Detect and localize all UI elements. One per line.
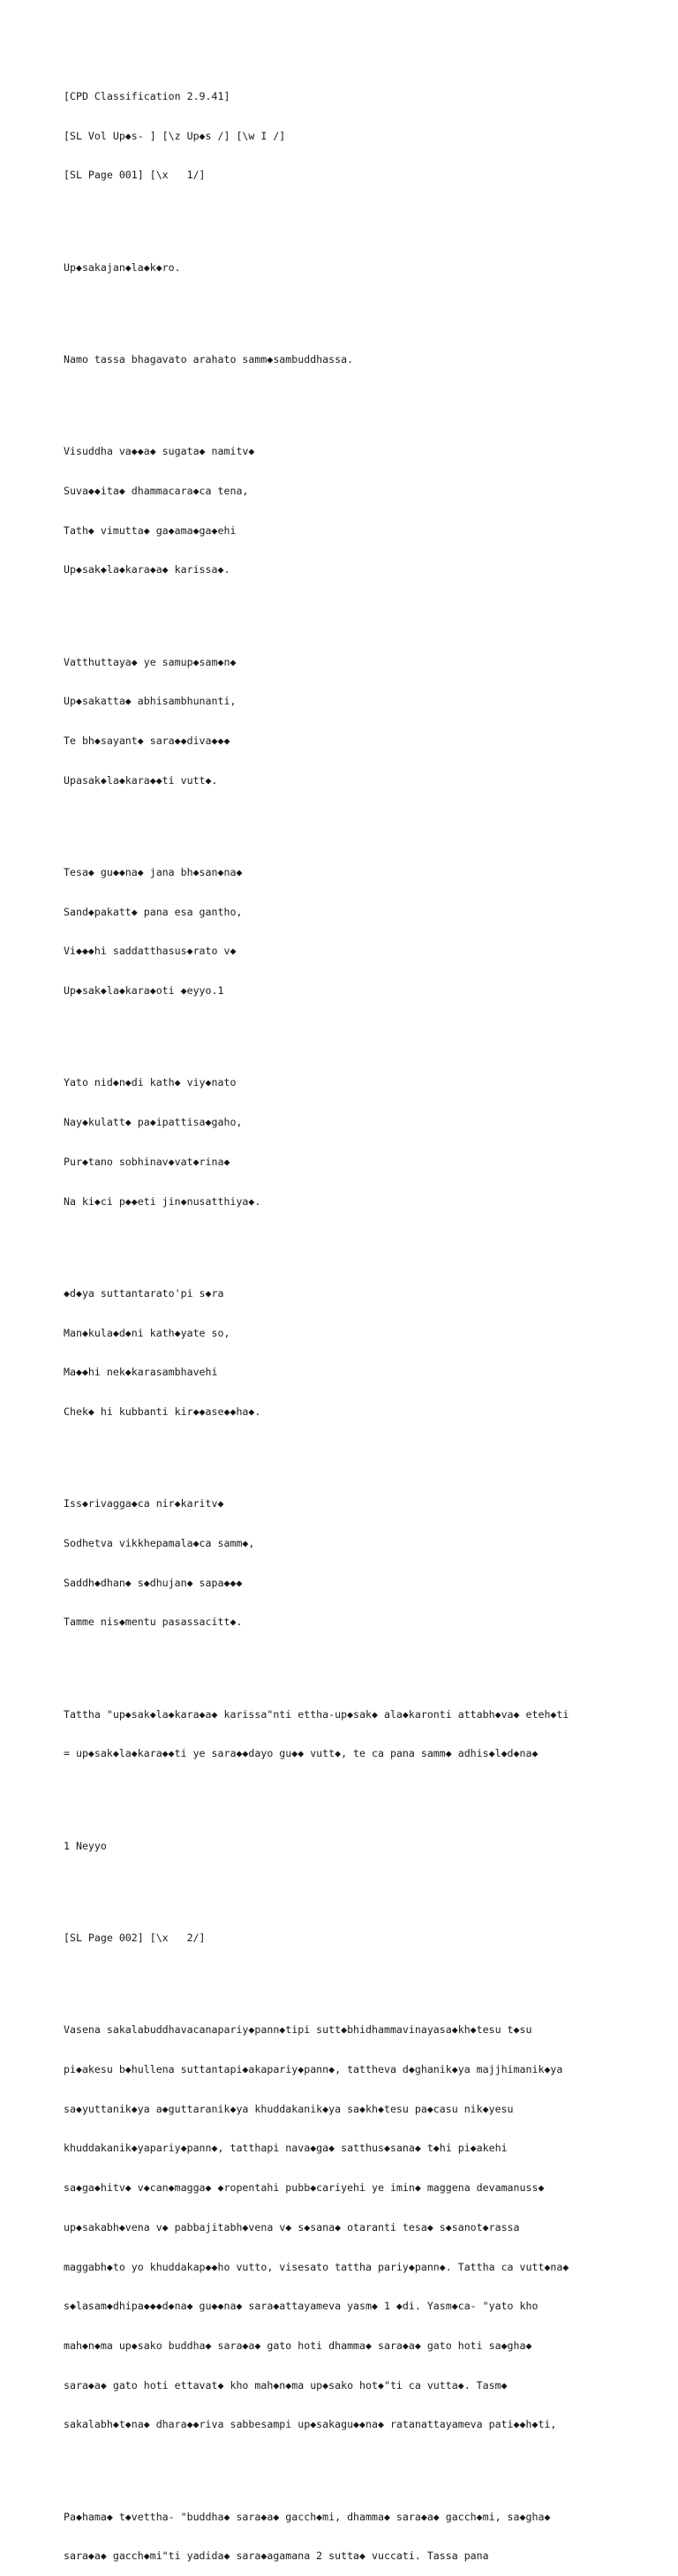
verse-line: Man◆kula◆d◆ni kath◆yate so, xyxy=(64,1326,230,1339)
header-page-marker: [SL Page 001] [\x 1/] xyxy=(64,169,206,182)
prose-line: Tattha "up◆sak◆la◆kara◆a◆ karissa"nti ettha-up◆sak◆ ala◆karonti attabh◆va◆ eteh◆ti xyxy=(64,1707,569,1721)
verse-line: Ma◆◆hi nek◆karasambhavehi xyxy=(64,1366,218,1379)
prose-line: s◆lasam◆dhipa◆◆◆d◆na◆ gu◆◆na◆ sara◆attayameva yasm◆ 1 ◆di. Yasm◆ca- "yato kho xyxy=(64,2300,539,2313)
verse-line: Nay◆kulatt◆ pa◆ipattisa◆gaho, xyxy=(64,1116,243,1129)
header-classification: [CPD Classification 2.9.41] xyxy=(64,89,230,102)
prose-line: maggabh◆to yo khuddakap◆◆ho vutto, visesato tattha pariy◆pann◆. Tattha ca vutt◆na◆ xyxy=(64,2260,569,2273)
blank-line xyxy=(64,2458,673,2471)
prose-line: up◆sakabh◆vena v◆ pabbajitabh◆vena v◆ s◆sana◆ otaranti tesa◆ s◆sanot◆rassa xyxy=(64,2220,520,2233)
verse-line: Vi◆◆◆hi saddatthasus◆rato v◆ xyxy=(64,945,237,958)
blank-line xyxy=(64,1787,673,1800)
prose-line: mah◆n◆ma up◆sako buddha◆ sara◆a◆ gato hoti dhamma◆ sara◆a◆ gato hoti sa◆gha◆ xyxy=(64,2339,532,2352)
verse-line: ◆d◆ya suttantarato'pi s◆ra xyxy=(64,1286,224,1299)
prose-line: sa◆yuttanik◆ya a◆guttaranik◆ya khuddakanik◆ya sa◆kh◆tesu pa◆casu nik◆yesu xyxy=(64,2102,514,2115)
verse-line: Saddh◆dhan◆ s◆dhujan◆ sapa◆◆◆ xyxy=(64,1576,243,1589)
blank-line xyxy=(64,1971,673,1985)
verse-line: Visuddha va◆◆a◆ sugata◆ namitv◆ xyxy=(64,445,255,458)
prose-line: khuddakanik◆yapariy◆pann◆, tatthapi nava◆ga◆ satthus◆sana◆ t◆hi pi◆akehi xyxy=(64,2142,508,2155)
verse-line: Suva◆◆ita◆ dhammacara◆ca tena, xyxy=(64,484,249,497)
page-marker: [SL Page 002] [\x 2/] xyxy=(64,1932,206,1945)
blank-line xyxy=(64,300,673,313)
blank-line xyxy=(64,1879,673,1892)
document-body xyxy=(64,64,673,2576)
prose-line: sakalabh◆t◆na◆ dhara◆◆riva sabbesampi up◆sakagu◆◆na◆ ratanattayameva pati◆◆h◆ti, xyxy=(64,2418,557,2431)
header-volume: [SL Vol Up◆s- ] [\z Up◆s /] [\w I /] xyxy=(64,129,286,142)
prose-line: Pa◆hama◆ t◆vettha- "buddha◆ sara◆a◆ gacch◆mi, dhamma◆ sara◆a◆ gacch◆mi, sa◆gha◆ xyxy=(64,2510,551,2523)
blank-line xyxy=(64,1655,673,1668)
verse-line: Upasak◆la◆kara◆◆ti vutt◆. xyxy=(64,773,218,787)
verse-line: Tath◆ vimutta◆ ga◆ama◆ga◆ehi xyxy=(64,523,237,537)
verse-line: Tesa◆ gu◆◆na◆ jana bh◆san◆na◆ xyxy=(64,866,243,878)
verse-line: Up◆sak◆la◆kara◆a◆ karissa◆. xyxy=(64,563,230,576)
verse-line: Yato nid◆n◆di kath◆ viy◆nato xyxy=(64,1076,237,1089)
verse-line: Pur◆tano sobhinav◆vat◆rina◆ xyxy=(64,1155,230,1168)
prose-line: sara◆a◆ gato hoti ettavat◆ kho mah◆n◆ma up◆sako hot◆"ti ca vutta◆. Tasm◆ xyxy=(64,2378,508,2391)
verse-line: Sodhetva vikkhepamala◆ca samm◆, xyxy=(64,1536,255,1549)
blank-line xyxy=(64,813,673,826)
footnote: 1 Neyyo xyxy=(64,1839,107,1852)
blank-line xyxy=(64,603,673,616)
blank-line xyxy=(64,393,673,406)
verse-line: Iss◆rivagga◆ca nir◆karitv◆ xyxy=(64,1497,224,1510)
prose-line: sara◆a◆ gacch◆mi"ti yadida◆ sara◆agamana 2 sutta◆ vuccati. Tassa pana xyxy=(64,2550,489,2563)
document-title: Up◆sakajan◆la◆k◆ro. xyxy=(64,260,181,274)
verse-line: Na ki◆ci p◆◆eti jin◆nusatthiya◆. xyxy=(64,1194,261,1208)
invocation-line: Namo tassa bhagavato arahato samm◆sambuddhassa. xyxy=(64,352,354,365)
verse-line: Vatthuttaya◆ ye samup◆sam◆n◆ xyxy=(64,655,237,668)
verse-line: Up◆sak◆la◆kara◆oti ◆eyyo.1 xyxy=(64,984,224,998)
blank-line xyxy=(64,208,673,222)
blank-line xyxy=(64,1445,673,1458)
verse-line: Up◆sakatta◆ abhisambhunanti, xyxy=(64,695,237,708)
verse-line: Chek◆ hi kubbanti kir◆◆ase◆◆ha◆. xyxy=(64,1405,261,1418)
blank-line xyxy=(64,1024,673,1037)
verse-line: Te bh◆sayant◆ sara◆◆diva◆◆◆ xyxy=(64,734,230,747)
verse-line: Tamme nis◆mentu pasassacitt◆. xyxy=(64,1616,243,1629)
prose-line: sa◆ga◆hitv◆ v◆can◆magga◆ ◆ropentahi pubb◆cariyehi ye imin◆ maggena devamanuss◆ xyxy=(64,2181,545,2195)
blank-line xyxy=(64,1234,673,1247)
prose-line: pi◆akesu b◆hullena suttantapi◆akapariy◆pann◆, tattheva d◆ghanik◆ya majjhimanik◆ya xyxy=(64,2063,563,2076)
verse-line: Sand◆pakatt◆ pana esa gantho, xyxy=(64,905,243,918)
prose-line: = up◆sak◆la◆kara◆◆ti ye sara◆◆dayo gu◆◆ vutt◆, te ca pana samm◆ adhis◆l◆d◆na◆ xyxy=(64,1747,539,1760)
prose-line: Vasena sakalabuddhavacanapariy◆pann◆tipi sutt◆bhidhammavinayasa◆kh◆tesu t◆su xyxy=(64,2023,532,2037)
